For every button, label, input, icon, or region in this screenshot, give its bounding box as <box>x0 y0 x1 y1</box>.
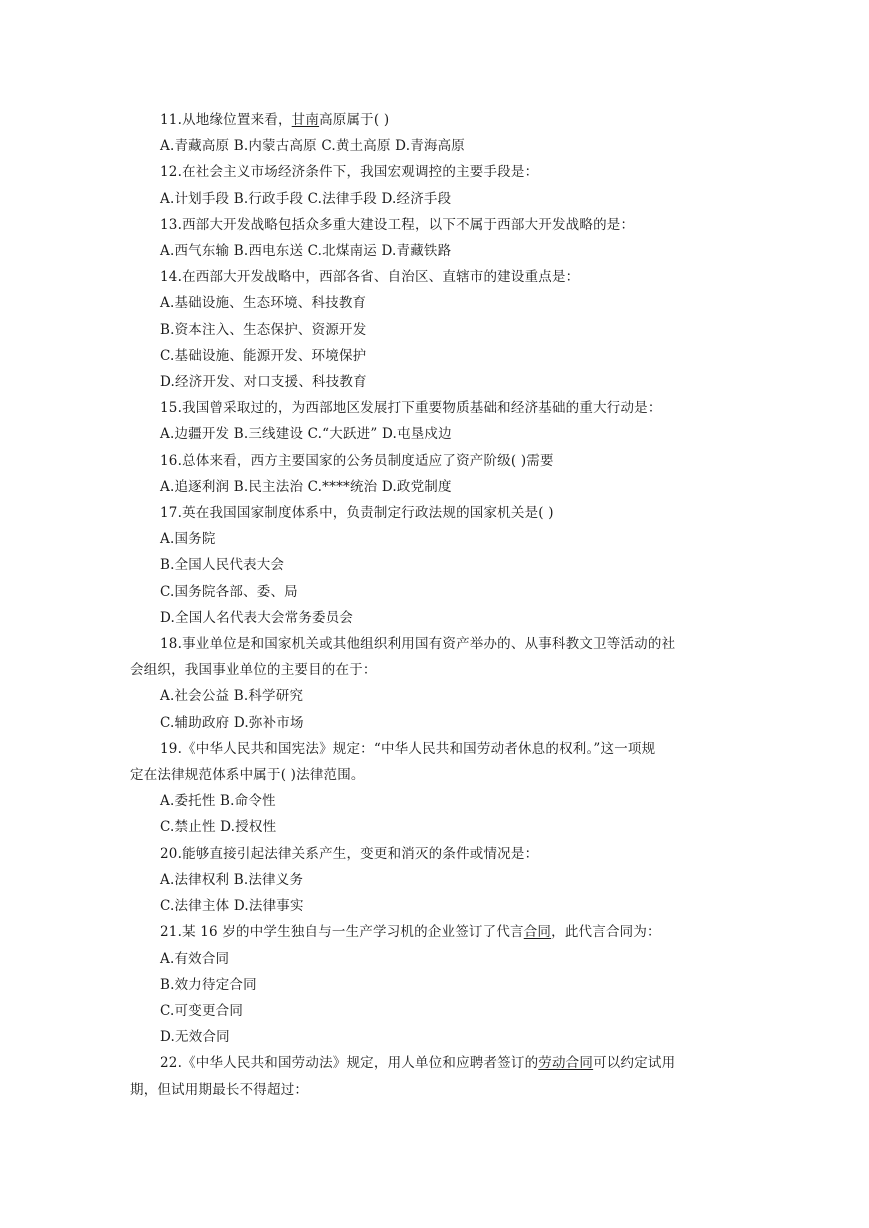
question-14-option-a: A.基础设施、生态环境、科技教育 <box>160 295 367 312</box>
question-16-options: A.追逐利润 B.民主法治 C.****统治 D.政党制度 <box>160 478 452 495</box>
question-18-stem: 18.事业单位是和国家机关或其他组织利用国有资产举办的、从事科教文卫等活动的社 <box>160 636 676 653</box>
question-20-options-ab: A.法律权利 B.法律义务 <box>160 871 304 888</box>
stem-text: 21.某 16 岁的中学生独自与一生产学习机的企业签订了代言 <box>160 924 524 941</box>
stem-text: 可以约定试用 <box>593 1055 676 1072</box>
question-17-option-a: A.国务院 <box>160 531 216 548</box>
question-20-options-cd: C.法律主体 D.法律事实 <box>160 898 304 915</box>
question-12-stem: 12.在社会主义市场经济条件下，我国宏观调控的主要手段是： <box>160 164 539 181</box>
question-17-stem: 17.英在我国国家制度体系中，负责制定行政法规的国家机关是( ) <box>160 505 554 522</box>
question-15-options: A.边疆开发 B.三线建设 C.“大跃进” D.屯垦戍边 <box>160 426 452 443</box>
stem-text: 11.从地缘位置来看， <box>160 112 292 128</box>
gannan-link[interactable]: 甘南 <box>291 112 320 128</box>
question-14-option-b: B.资本注入、生态保护、资源开发 <box>160 321 367 338</box>
question-13-options: A.西气东输 B.西电东送 C.北煤南运 D.青藏铁路 <box>160 243 452 260</box>
question-18-stem-continued: 会组织，我国事业单位的主要目的在于： <box>130 662 377 679</box>
stem-text: ，此代言合同为： <box>551 924 661 941</box>
question-17-option-d: D.全国人名代表大会常务委员会 <box>160 609 354 626</box>
question-19-stem: 19.《中华人民共和国宪法》规定：“中华人民共和国劳动者休息的权利。”这一项规 <box>160 740 656 757</box>
question-11-stem <box>130 107 740 133</box>
question-20-stem: 20.能够直接引起法律关系产生，变更和消灭的条件或情况是： <box>160 845 539 862</box>
question-12-options: A.计划手段 B.行政手段 C.法律手段 D.经济手段 <box>160 190 452 207</box>
question-19-options-ab: A.委托性 B.命令性 <box>160 793 276 810</box>
contract-link[interactable]: 合同 <box>523 924 552 941</box>
question-list <box>130 107 740 1103</box>
stem-text: 22.《中华人民共和国劳动法》规定，用人单位和应聘者签订的 <box>160 1055 539 1072</box>
question-21-option-b: B.效力待定合同 <box>160 976 257 993</box>
question-19-stem-continued: 定在法律规范体系中属于( )法律范围。 <box>130 767 365 784</box>
question-15-stem: 15.我国曾采取过的，为西部地区发展打下重要物质基础和经济基础的重大行动是： <box>160 400 662 417</box>
question-17-option-b: B.全国人民代表大会 <box>160 557 285 574</box>
question-14-option-d: D.经济开发、对口支援、科技教育 <box>160 374 367 391</box>
question-16-stem: 16.总体来看，西方主要国家的公务员制度适应了资产阶级( )需要 <box>160 452 554 469</box>
question-22-stem <box>130 1050 740 1076</box>
question-14-option-c: C.基础设施、能源开发、环境保护 <box>160 347 367 364</box>
question-18-options-cd: C.辅助政府 D.弥补市场 <box>160 714 304 731</box>
question-21-stem <box>130 919 740 945</box>
question-21-option-d: D.无效合同 <box>160 1029 230 1046</box>
question-13-stem: 13.西部大开发战略包括众多重大建设工程，以下不属于西部大开发战略的是： <box>160 216 635 233</box>
question-17-option-c: C.国务院各部、委、局 <box>160 583 298 600</box>
question-19-options-cd: C.禁止性 D.授权性 <box>160 819 277 836</box>
question-21-option-c: C.可变更合同 <box>160 1002 244 1019</box>
question-14-stem: 14.在西部大开发战略中，西部各省、自治区、直辖市的建设重点是： <box>160 269 580 286</box>
labor-contract-link[interactable]: 劳动合同 <box>538 1055 594 1072</box>
stem-text: 高原属于( ) <box>319 112 390 128</box>
question-18-options-ab: A.社会公益 B.科学研究 <box>160 688 304 705</box>
question-22-stem-continued: 期，但试用期最长不得超过： <box>130 1081 309 1098</box>
question-11-options: A.青藏高原 B.内蒙古高原 C.黄土高原 D.青海高原 <box>160 138 465 155</box>
question-21-option-a: A.有效合同 <box>160 950 230 967</box>
